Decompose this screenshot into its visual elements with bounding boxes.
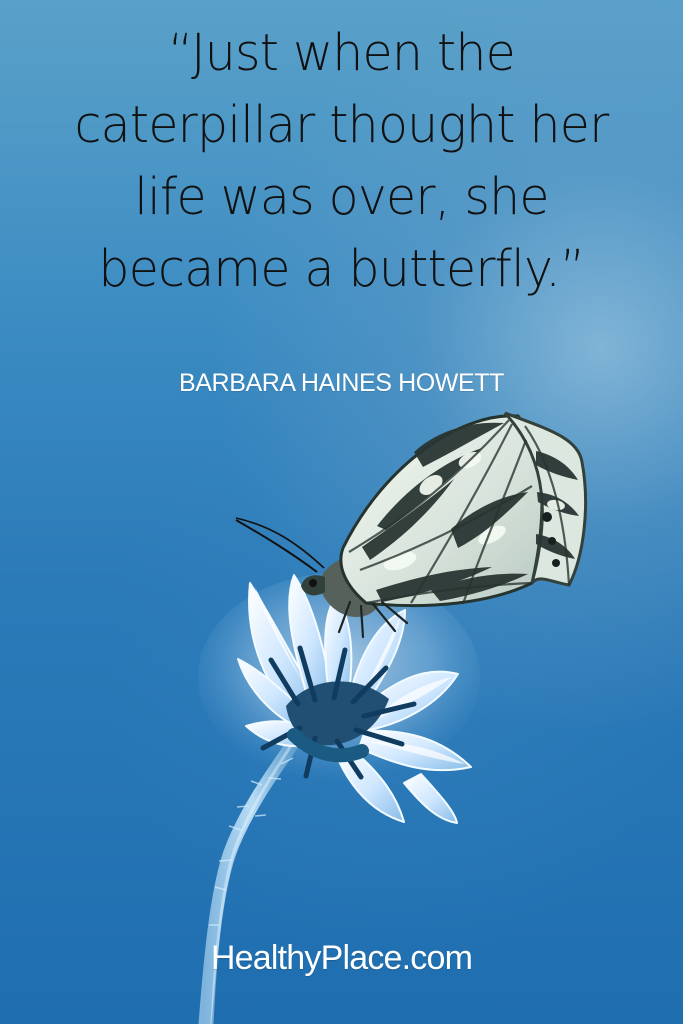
site-watermark[interactable]: HealthyPlace.com [210, 939, 473, 977]
author-name: BARBARA HAINES HOWETT [179, 369, 504, 397]
flower-stem [205, 735, 299, 1024]
quote-text: “Just when the caterpillar thought her life was over, she became a butterfly.” [74, 24, 609, 299]
